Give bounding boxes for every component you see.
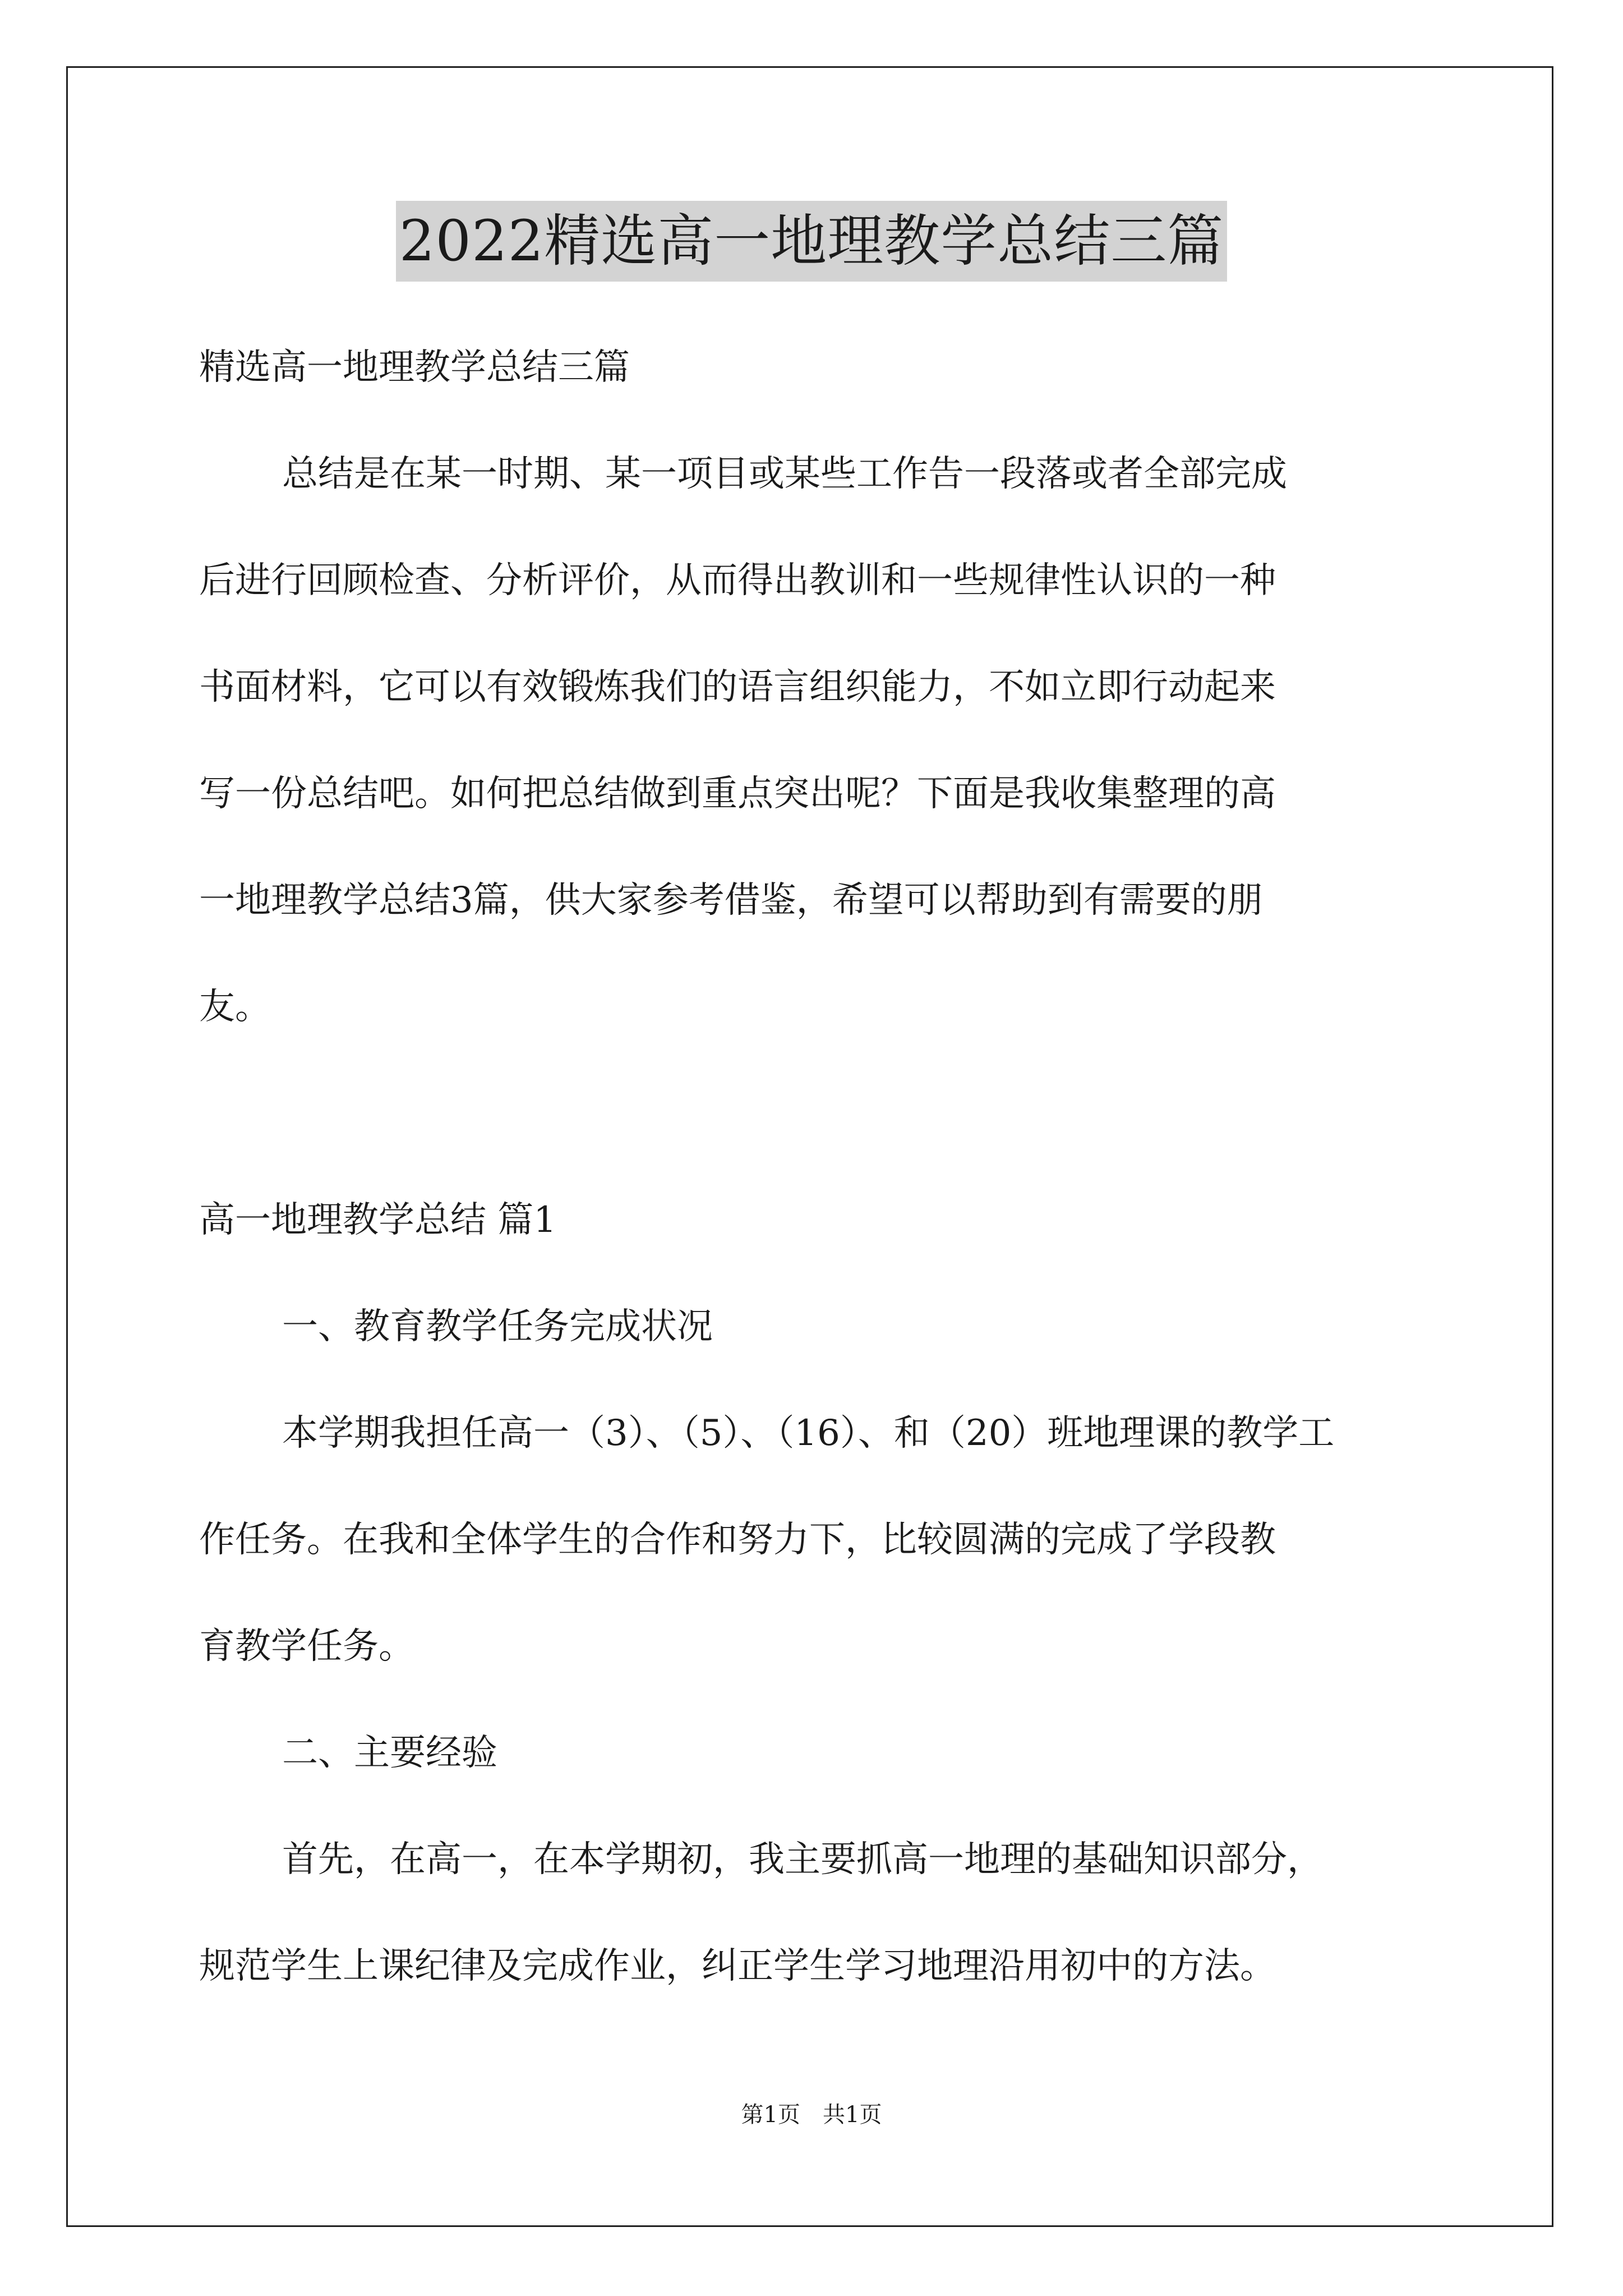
page-footer: 第1页 共1页 <box>741 2102 882 2128</box>
paragraph-gap <box>199 1060 1433 1167</box>
intro-line: 写一份总结吧。如何把总结做到重点突出呢？下面是我收集整理的高 <box>199 773 1276 815</box>
section-heading: 高一地理教学总结 篇1 <box>199 1199 557 1241</box>
intro-line: 总结是在某一时期、某一项目或某些工作告一段落或者全部完成 <box>282 453 1287 495</box>
paragraph-line: 本学期我担任高一（3）、（5）、（16）、和（20）班地理课的教学工 <box>282 1412 1335 1454</box>
paragraph-line: 育教学任务。 <box>199 1626 414 1667</box>
intro-line: 书面材料，它可以有效锻炼我们的语言组织能力，不如立即行动起来 <box>199 666 1276 708</box>
sub-heading: 一、教育教学任务完成状况 <box>282 1306 713 1347</box>
paragraph-line: 作任务。在我和全体学生的合作和努力下，比较圆满的完成了学段教 <box>199 1519 1276 1561</box>
paragraph-line: 规范学生上课纪律及完成作业，纠正学生学习地理沿用初中的方法。 <box>199 1945 1276 1987</box>
intro-line: 后进行回顾检查、分析评价，从而得出教训和一些规律性认识的一种 <box>199 560 1276 601</box>
title-container <box>0 201 1623 282</box>
document-body <box>199 314 1433 2019</box>
sub-heading: 二、主要经验 <box>282 1732 497 1774</box>
intro-line: 友。 <box>199 986 271 1028</box>
document-title: 2022精选高一地理教学总结三篇 <box>396 201 1228 282</box>
subtitle: 精选高一地理教学总结三篇 <box>199 347 630 388</box>
paragraph-line: 首先，在高一，在本学期初，我主要抓高一地理的基础知识部分， <box>282 1839 1323 1880</box>
intro-line: 一地理教学总结3篇，供大家参考借鉴，希望可以帮助到有需要的朋 <box>199 880 1263 921</box>
